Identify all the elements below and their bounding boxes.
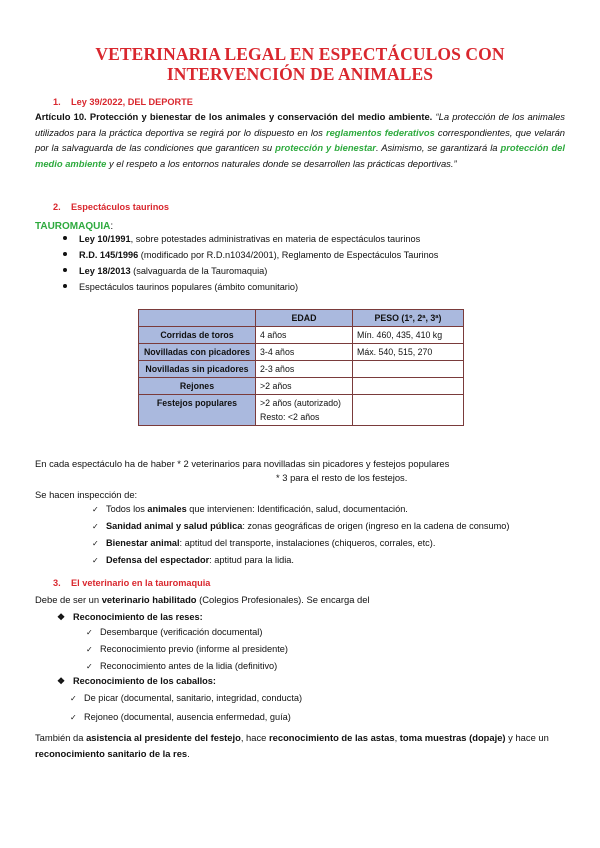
table-row <box>139 378 464 395</box>
article-10-title: Artículo 10. Protección y bienestar de los animales y conservación del medio ambiente. <box>35 111 433 122</box>
inspection-intro: Se hacen inspección de: <box>35 489 138 500</box>
peso-cell <box>353 378 464 395</box>
highlight-reglamentos: reglamentos federativos <box>325 126 435 138</box>
table-row <box>139 395 464 426</box>
row-label: Festejos populares <box>139 395 256 426</box>
table-header-row <box>139 310 464 327</box>
list-item: ✓ Todos los animales que intervienen: Identificación, salud, documentación. <box>92 501 509 518</box>
reses-list <box>86 624 288 675</box>
section-3-heading <box>53 578 210 588</box>
list-item: R.D. 145/1996 (modificado por R.D.n1034/2001), Reglamento de Espectáculos Taurinos <box>63 247 438 263</box>
check-icon: ✓ <box>70 713 77 722</box>
check-icon: ✓ <box>86 628 93 637</box>
peso-cell: Mín. 460, 435, 410 kg <box>353 327 464 344</box>
bull-requirements-table <box>138 309 464 426</box>
check-icon: ✓ <box>92 505 99 514</box>
check-icon: ✓ <box>92 522 99 531</box>
check-icon: ✓ <box>86 645 93 654</box>
page-title <box>40 44 560 84</box>
article-quote-4: y el respeto a los entornos naturales donde se desarrollen las prácticas deportivas.” <box>106 157 457 169</box>
edad-cell: 4 años <box>256 327 353 344</box>
tauromaquia-colon: : <box>110 221 114 232</box>
bullet-icon <box>63 236 67 240</box>
article-10-paragraph <box>35 109 565 171</box>
peso-cell: Máx. 540, 515, 270 <box>353 344 464 361</box>
vets-line-2: * 3 para el resto de los festejos. <box>276 472 408 483</box>
list-item: ✓ Defensa del espectador: aptitud para la lidia. <box>92 552 509 569</box>
reses-heading: ❖ Reconocimiento de las reses: <box>57 609 203 625</box>
list-item: ✓ Sanidad animal y salud pública: zonas geográficas de origen (ingreso en la cadena de consumo) <box>92 518 509 535</box>
edad-cell: 2-3 años <box>256 361 353 378</box>
list-item: Espectáculos taurinos populares (ámbito comunitario) <box>63 279 438 295</box>
table-header-cell: PESO (1º, 2ª, 3ª) <box>353 310 464 327</box>
list-item: ✓ Desembarque (verificación documental) <box>86 624 288 641</box>
highlight-medio-ambiente: protección del medio ambiente <box>35 142 565 169</box>
section-2-number: 2. <box>53 202 61 212</box>
row-label: Novilladas con picadores <box>139 344 256 361</box>
check-icon: ✓ <box>92 539 99 548</box>
table-header-cell: EDAD <box>256 310 353 327</box>
section-3-title: El veterinario en la tauromaquia <box>71 578 211 588</box>
laws-list <box>63 231 438 295</box>
edad-cell: >2 años (autorizado) Resto: <2 años <box>256 395 353 426</box>
check-icon: ✓ <box>86 662 93 671</box>
edad-cell: >2 años <box>256 378 353 395</box>
caballos-heading: ❖ Reconocimiento de los caballos: <box>57 673 216 689</box>
closing-paragraph: También da asistencia al presidente del festejo, hace reconocimiento de las astas, toma muestras (dopaje) y hace un reconocimiento sanitario de la res. <box>35 732 549 759</box>
check-icon: ✓ <box>92 556 99 565</box>
list-item: ✓ Reconocimiento antes de la lidia (definitivo) <box>86 658 288 675</box>
section-3-intro: Debe de ser un veterinario habilitado (Colegios Profesionales). Se encarga del <box>35 594 370 605</box>
list-item: Ley 10/1991, sobre potestades administrativas en materia de espectáculos taurinos <box>63 231 438 247</box>
title-line-1: VETERINARIA LEGAL EN ESPECTÁCULOS CON <box>95 44 505 64</box>
tauromaquia-label: TAUROMAQUIA <box>35 221 111 232</box>
section-2-title: Espectáculos taurinos <box>71 202 170 212</box>
article-quote-2: correspondientes, que velarán por la salvaguarda de las condiciones que garanticen su <box>35 126 566 154</box>
table-header-cell <box>139 310 256 327</box>
article-quote-3: . Asimismo, se garantizará la <box>375 142 501 154</box>
check-icon: ✓ <box>70 694 77 703</box>
section-1-number: 1. <box>53 97 61 107</box>
row-label: Rejones <box>139 378 256 395</box>
article-quote-1: “La protección de los animales utilizados para la práctica deportiva se regirá por lo dispuesto en los <box>35 111 565 138</box>
vets-line-1: En cada espectáculo ha de haber * 2 veterinarios para novilladas sin picadores y festejos populares <box>35 458 450 469</box>
section-1-heading <box>53 97 193 107</box>
table-row <box>139 361 464 378</box>
list-item: ✓ De picar (documental, sanitario, integridad, conducta) <box>70 690 302 707</box>
table-row <box>139 344 464 361</box>
section-2-heading <box>53 202 169 212</box>
list-item: Ley 18/2013 (salvaguarda de la Tauromaquia) <box>63 263 438 279</box>
inspection-list <box>92 501 509 569</box>
edad-cell: 3-4 años <box>256 344 353 361</box>
row-label: Corridas de toros <box>139 327 256 344</box>
bullet-icon <box>63 268 67 272</box>
section-3-number: 3. <box>53 578 61 588</box>
bullet-icon <box>63 284 67 288</box>
diamond-bullet-icon: ❖ <box>57 676 66 686</box>
table-row <box>139 327 464 344</box>
title-line-2: INTERVENCIÓN DE ANIMALES <box>166 64 434 84</box>
bullet-icon <box>63 252 67 256</box>
highlight-proteccion: protección y bienestar <box>275 142 376 154</box>
peso-cell <box>353 395 464 426</box>
list-item: ✓ Bienestar animal: aptitud del transporte, instalaciones (chiqueros, corrales, etc). <box>92 535 509 552</box>
section-1-title: Ley 39/2022, DEL DEPORTE <box>71 97 193 107</box>
diamond-bullet-icon: ❖ <box>57 612 66 622</box>
list-item: ✓ Reconocimiento previo (informe al presidente) <box>86 641 288 658</box>
caballos-list <box>70 690 302 726</box>
row-label: Novilladas sin picadores <box>139 361 256 378</box>
list-item: ✓ Rejoneo (documental, ausencia enfermedad, guía) <box>70 709 302 726</box>
peso-cell <box>353 361 464 378</box>
